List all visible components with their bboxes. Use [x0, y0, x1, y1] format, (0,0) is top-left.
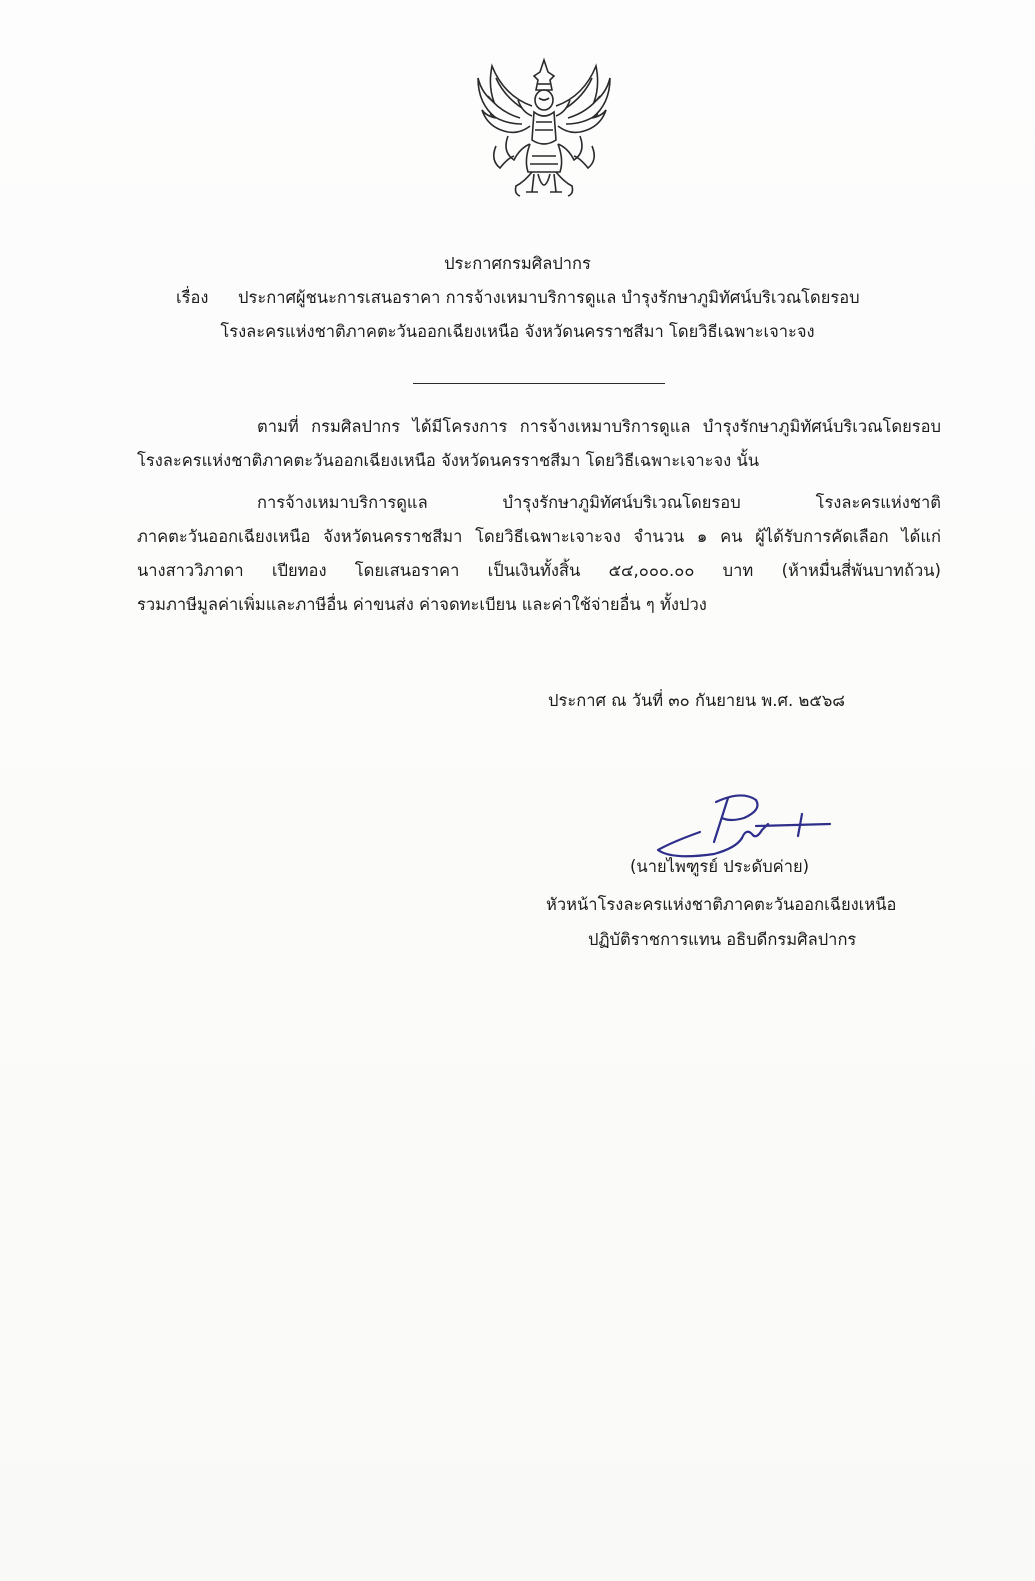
subject-text-line-2: โรงละครแห่งชาติภาคตะวันออกเฉียงเหนือ จังหวัดนครราชสีมา โดยวิธีเฉพาะเจาะจง	[220, 322, 815, 341]
paragraph-1-line-1: ตามที่ กรมศิลปากร ได้มีโครงการ การจ้างเหมาบริการดูแล บำรุงรักษาภูมิทัศน์บริเวณโดยรอบ	[257, 417, 941, 436]
signer-position-line-2: ปฏิบัติราชการแทน อธิบดีกรมศิลปากร	[588, 930, 857, 949]
signer-position-line-1: หัวหน้าโรงละครแห่งชาติภาคตะวันออกเฉียงเหนือ	[546, 895, 897, 914]
garuda-emblem-icon	[474, 56, 614, 204]
subject-text-line-1: ประกาศผู้ชนะการเสนอราคา การจ้างเหมาบริการดูแล บำรุงรักษาภูมิทัศน์บริเวณโดยรอบ	[238, 288, 860, 307]
paragraph-1	[137, 410, 941, 478]
document-title: ประกาศกรมศิลปากร	[444, 254, 591, 273]
signer-name: (นายไพฑูรย์ ประดับค่าย)	[630, 857, 810, 876]
announcement-date: ประกาศ ณ วันที่ ๓๐ กันยายน พ.ศ. ๒๕๖๘	[548, 691, 846, 710]
paragraph-2-line-1: การจ้างเหมาบริการดูแล บำรุงรักษาภูมิทัศน์บริเวณโดยรอบ โรงละครแห่งชาติ	[257, 493, 941, 512]
paragraph-2-line-4: รวมภาษีมูลค่าเพิ่มและภาษีอื่น ค่าขนส่ง ค่าจดทะเบียน และค่าใช้จ่ายอื่น ๆ ทั้งปวง	[137, 595, 707, 614]
paragraph-2-line-3: นางสาววิภาดา เปียทอง โดยเสนอราคา เป็นเงินทั้งสิ้น ๕๔,๐๐๐.๐๐ บาท (ห้าหมื่นสี่พันบาทถ้วน)	[137, 561, 941, 580]
paragraph-2	[137, 486, 941, 622]
paragraph-1-line-2: โรงละครแห่งชาติภาคตะวันออกเฉียงเหนือ จังหวัดนครราชสีมา โดยวิธีเฉพาะเจาะจง นั้น	[137, 451, 760, 470]
subject-label: เรื่อง	[176, 288, 209, 307]
heading-divider	[413, 383, 665, 384]
paragraph-2-line-2: ภาคตะวันออกเฉียงเหนือ จังหวัดนครราชสีมา โดยวิธีเฉพาะเจาะจง จำนวน ๑ คน ผู้ได้รับการคัดเลือก ได้แก่	[137, 527, 941, 546]
